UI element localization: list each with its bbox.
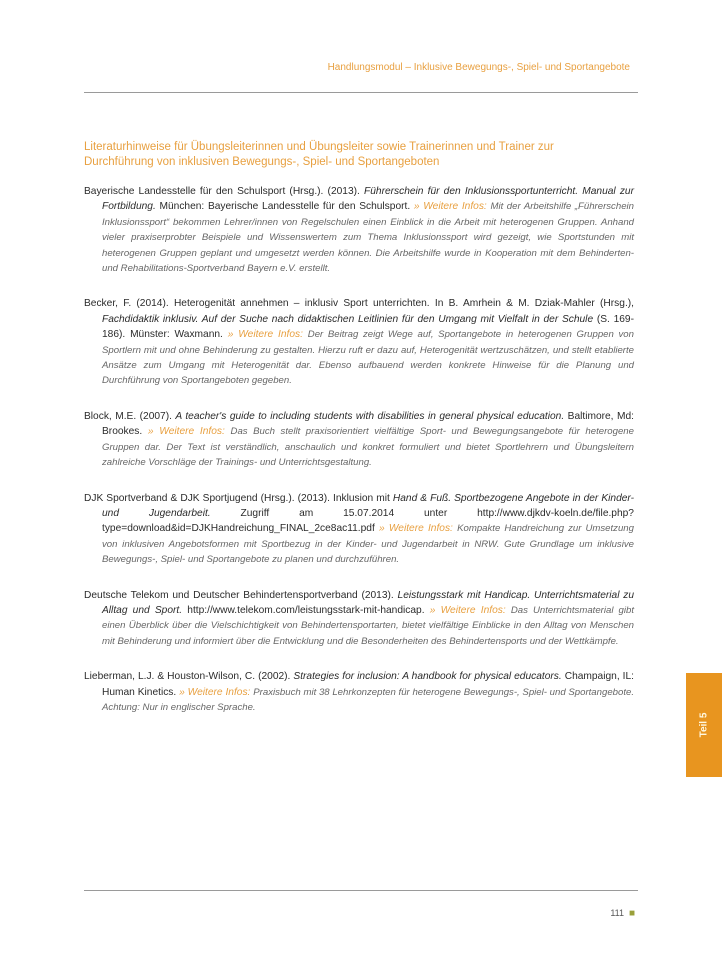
reference-title: Fachdidaktik inklusiv. Auf der Suche nach didaktischen Leitlinien für den Umgang mit Vielfalt in der Schule (102, 313, 594, 325)
reference-annotation: Der Beitrag zeigt Wege auf, Sportangebote in heterogenen Gruppen von Sportlern mit und ohne Behinderung zu gestalten. Hierzu ruft er dazu auf, Heterogenität wertzuschätzen, und stellt etablierte Ansätze zum Umgang mit Heterogenität dar. Ebenso aufbauend werden konkrete Hinweise für die Planung und Durchführung von Sportangeboten gegeben. (102, 329, 634, 387)
reference-authors: Bayerische Landesstelle für den Schulsport (Hrsg.). (2013). (84, 186, 360, 197)
reference-authors: Becker, F. (2014). Heterogenität annehmen – inklusiv Sport unterrichten. In B. Amrhein & M. Dziak-Mahler (Hrsg.), (84, 298, 634, 310)
reference-publisher: (S. 169-186). Münster: Waxmann. (102, 313, 634, 341)
page-number: 111 (610, 908, 624, 918)
reference-publisher: Zugriff am 15.07.2014 unter http://www.djkdv-koeln.de/file.php?type=download&id=DJKHandreichung_FINAL_2ce8ac11.pdf (102, 507, 634, 535)
more-info-link[interactable]: » Weitere Infos: (413, 201, 487, 213)
reference-authors: Deutsche Telekom und Deutscher Behindertensportverband (2013). (84, 589, 394, 601)
reference-publisher: Baltimore, Md: Brookes. (102, 410, 634, 438)
reference-list (84, 184, 634, 735)
more-info-link[interactable]: » Weitere Infos: (147, 426, 225, 438)
reference-authors: Block, M.E. (2007). (84, 410, 172, 422)
header-rule (84, 92, 638, 93)
reference-publisher: http://www.telekom.com/leistungsstark-mit-handicap. (187, 604, 425, 616)
running-head: Handlungsmodul – Inklusive Bewegungs-, Spiel- und Sportangebote (327, 62, 630, 73)
reference-entry (84, 184, 634, 276)
more-info-link[interactable]: » Weitere Infos: (379, 523, 453, 535)
more-info-link[interactable]: » Weitere Infos: (179, 686, 251, 698)
reference-publisher: Champaign, IL: Human Kinetics. (102, 671, 634, 698)
reference-annotation: Kompakte Handreichung zur Umsetzung von inklusiven Angebotsformen mit Sportbezug in der Kinder- und Jugendarbeit in NRW. Gute Grundlage um inklusive Bewegungs-, Spiel- und Sportangebote zu planen und durchzuführen. (102, 523, 634, 566)
reference-entry (84, 669, 634, 715)
reference-entry (84, 296, 634, 388)
footer-rule (84, 890, 638, 891)
reference-annotation: Das Buch stellt praxisorientiert vielfältige Sport- und Bewegungsangebote für heterogene Gruppen dar. Der Text ist verständlich, anschaulich und konkret formuliert und bietet Sportlehrern und Übungsleitern zahlreiche Vorschläge der Trainings- und Unterrichtsgestaltung. (102, 426, 634, 469)
section-title: Literaturhinweise für Übungsleiterinnen und Übungsleiter sowie Trainerinnen und Trainer zur Durchführung von inklusiven Bewegungs-, Spiel- und Sportangeboten (84, 141, 554, 168)
reference-title: A teacher's guide to including students with disabilities in general physical education. (175, 410, 565, 422)
reference-entry (84, 588, 634, 650)
reference-title: Leistungsstark mit Handicap. Unterrichtsmaterial zu Alltag und Sport. (102, 589, 634, 616)
reference-annotation: Praxisbuch mit 38 Lehrkonzepten für heterogene Bewegungs-, Spiel- und Sportangebote. Achtung: Nur in englischer Sprache. (102, 686, 634, 713)
reference-authors: DJK Sportverband & DJK Sportjugend (Hrsg.). (2013). Inklusion mit (84, 492, 390, 504)
more-info-link[interactable]: » Weitere Infos: (227, 329, 303, 341)
chapter-tab-label: Teil 5 (698, 712, 710, 738)
reference-entry (84, 491, 634, 568)
reference-annotation: Mit der Arbeitshilfe „Führerschein Inklusionssport“ bekommen Lehrer/innen von Regelschulen einen Einblick in die Arbeit mit heterogenen Gruppen. Anhand vieler praxiserprobter Beispiele und Wissenswertem zum Thema Inklusionssport wird gezeigt, wie Sportstunden mit heterogenen Gruppen geplant und umgesetzt werden können. Die Arbeitshilfe wurde in Kooperation mit dem Behinderten- und Rehabilitations-Sportverband Bayern e.V. erstellt. (102, 201, 634, 275)
reference-title: Strategies for inclusion: A handbook for physical educators. (293, 671, 562, 683)
reference-publisher: München: Bayerische Landesstelle für den Schulsport. (159, 201, 411, 213)
more-info-link[interactable]: » Weitere Infos: (429, 604, 506, 616)
reference-title: Führerschein für den Inklusionssportunterricht. Manual zur Fortbildung. (102, 186, 634, 213)
reference-annotation: Das Unterrichtsmaterial gibt einen Überblick über die Vielschichtigkeit von Behindertensportarten, bietet vielfältige Einblicke in den Alltag von Menschen mit Behinderung und informiert über die Entwicklung und die Besonderheiten des Behindertensports und der Wettkämpfe. (102, 604, 634, 647)
chapter-tab[interactable] (686, 673, 722, 777)
reference-entry (84, 409, 634, 471)
page-bullet-icon: ■ (629, 908, 636, 919)
reference-title: Hand & Fuß. Sportbezogene Angebote in der Kinder- und Jugendarbeit. (102, 492, 634, 519)
reference-authors: Lieberman, L.J. & Houston-Wilson, C. (2002). (84, 671, 291, 683)
